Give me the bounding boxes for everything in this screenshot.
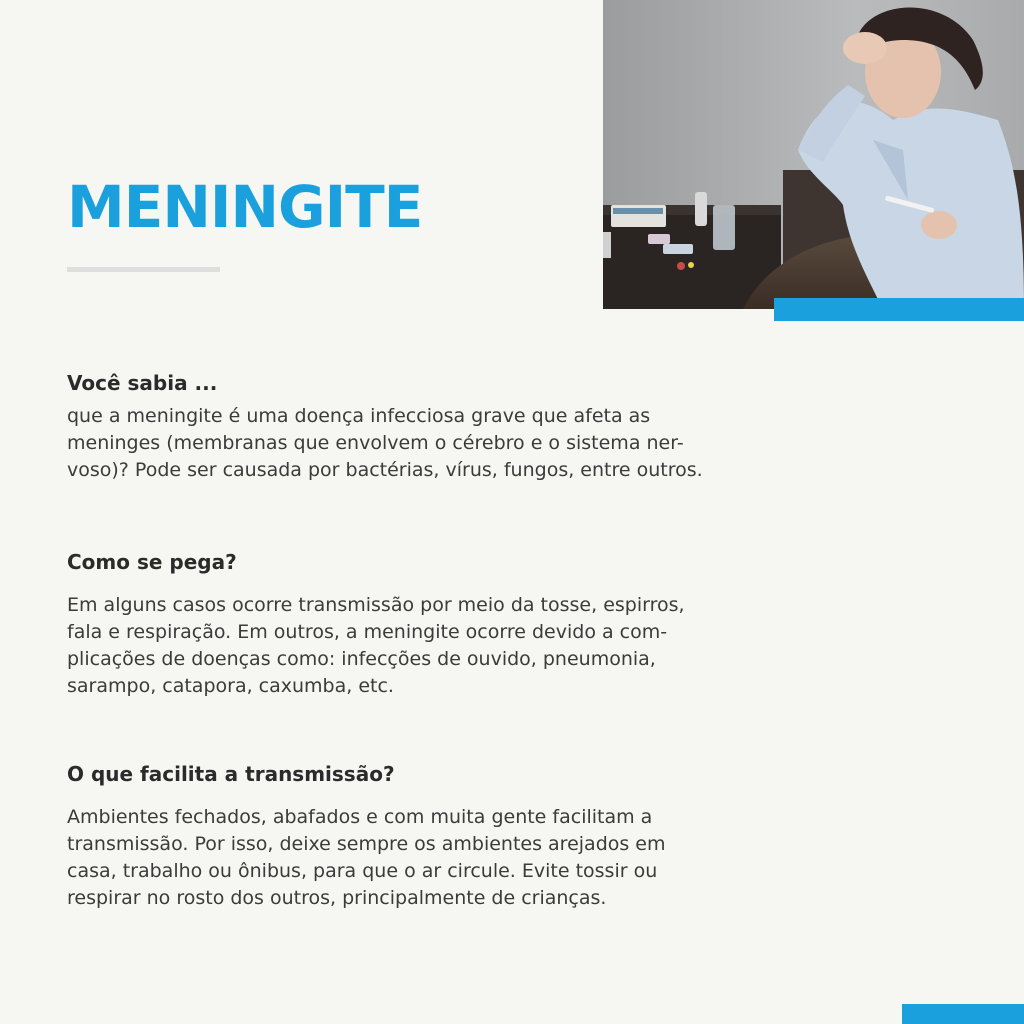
section-text [67,403,747,484]
corner-accent-bar [902,1004,1024,1024]
text-line: Em alguns casos ocorre transmissão por meio da tosse, espirros, [67,594,685,616]
text-line: fala e respiração. Em outros, a meningite ocorre devido a com- [67,621,668,643]
sick-woman-photo [603,0,1024,309]
text-line: respirar no rosto dos outros, principalmente de crianças. [67,887,607,909]
text-line: plicações de doenças como: infecções de ouvido, pneumonia, [67,648,656,670]
text-line: meninges (membranas que envolvem o cérebro e o sistema ner- [67,432,684,454]
section-heading: Você sabia ... [67,371,218,395]
title-divider [67,267,220,272]
text-line: transmissão. Por isso, deixe sempre os ambientes arejados em [67,833,666,855]
text-line: voso)? Pode ser causada por bactérias, vírus, fungos, entre outros. [67,459,703,481]
text-line: sarampo, catapora, caxumba, etc. [67,675,394,697]
section-como-se-pega [67,550,747,700]
photo-accent-bar [774,298,1024,321]
text-line: Ambientes fechados, abafados e com muita gente facilitam a [67,806,653,828]
section-heading: Como se pega? [67,550,237,574]
section-text [67,804,747,912]
section-voce-sabia [67,371,747,484]
text-line: casa, trabalho ou ônibus, para que o ar circule. Evite tossir ou [67,860,658,882]
section-heading: O que facilita a transmissão? [67,762,395,786]
text-line: que a meningite é uma doença infecciosa grave que afeta as [67,405,651,427]
page-title: MENINGITE [67,173,423,241]
section-text [67,592,747,700]
section-transmissao [67,762,747,912]
